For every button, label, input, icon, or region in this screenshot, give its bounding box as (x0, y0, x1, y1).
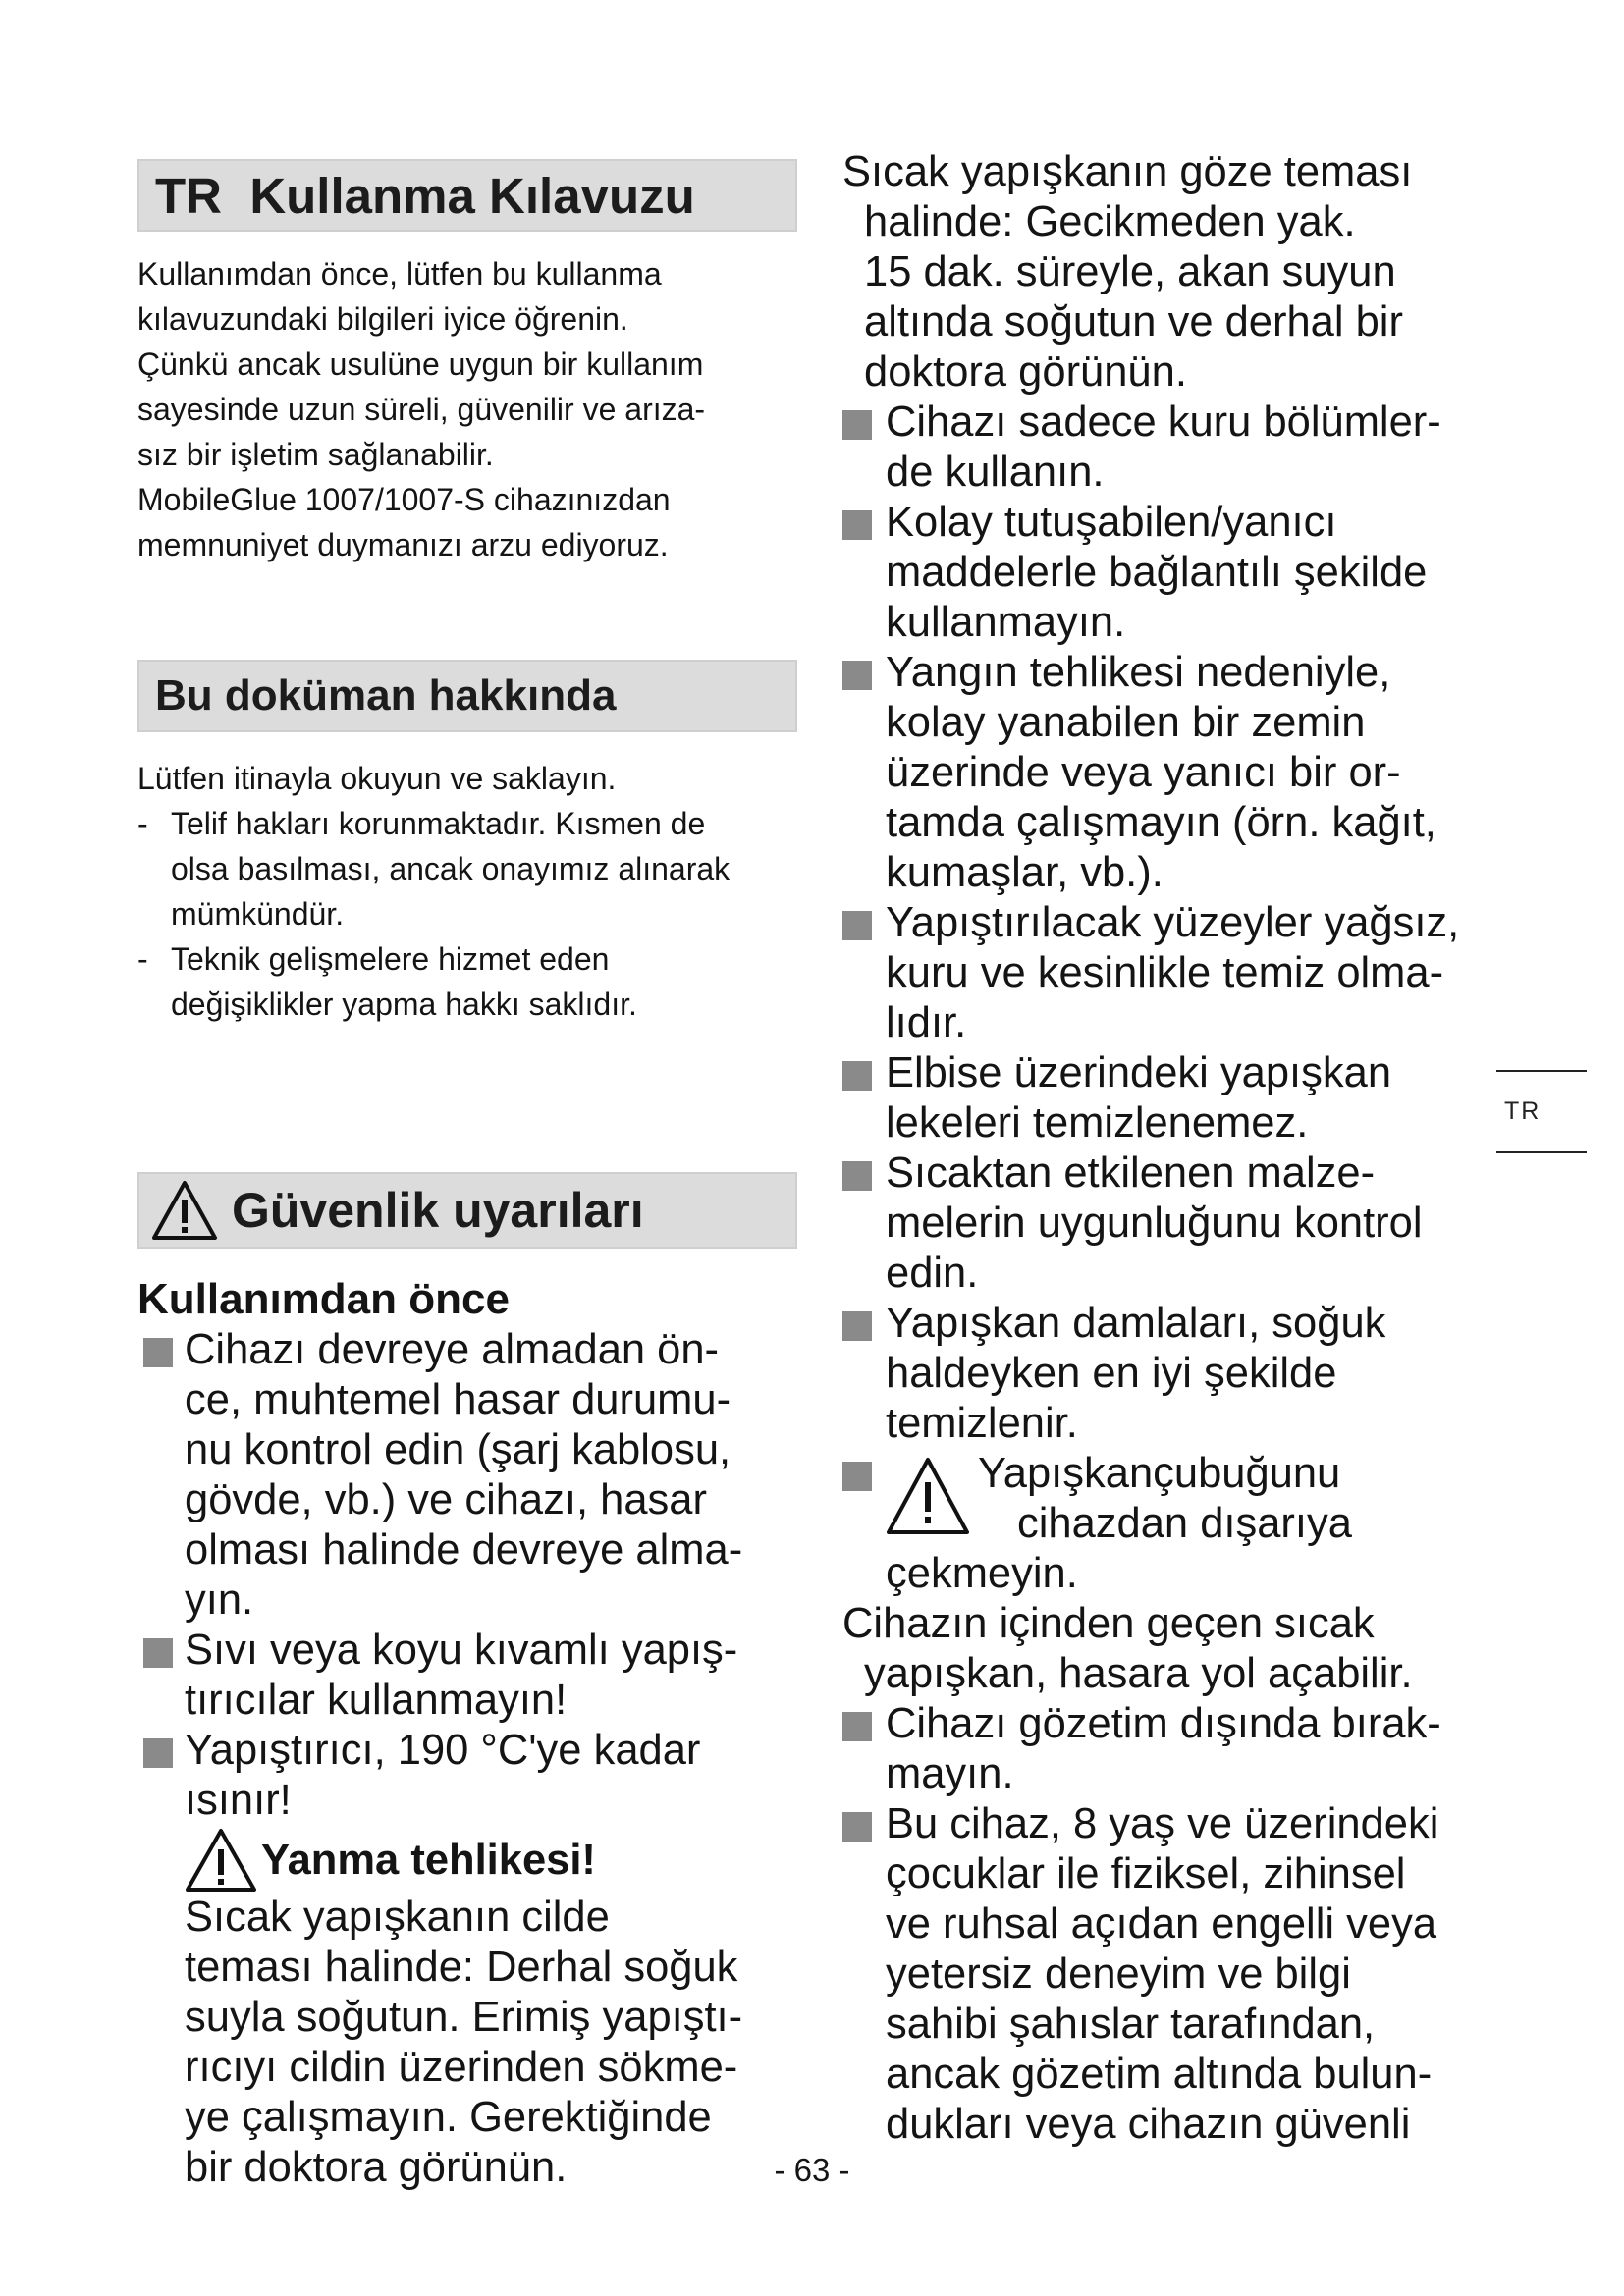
bullet-line: yın. (185, 1576, 254, 1624)
safety-bullet (842, 1148, 1530, 1299)
bullet-line: ısınır! (185, 1777, 292, 1824)
burn-warning-title: Yanma tehlikesi! (261, 1836, 596, 1884)
bullet-line: Yapıştırıcı, 190 °C'ye kadar (185, 1727, 701, 1774)
para-line: yapışkan, hasara yol açabilir. (864, 1650, 1413, 1697)
hot-glue-note (842, 1599, 1530, 1699)
intro-line: sız bir işletim sağlanabilir. (137, 437, 494, 472)
intro-line: kılavuzundaki bilgileri iyice öğrenin. (137, 301, 628, 337)
bullet-square (842, 661, 872, 690)
para-line: doktora görünün. (864, 348, 1187, 396)
safety-bullet (842, 1299, 1530, 1449)
language-label: TR (1504, 1097, 1542, 1125)
para-line: halinde: Gecikmeden yak. (864, 198, 1356, 245)
bullet-line: Yapıştırılacak yüzeyler yağsız, (886, 899, 1460, 946)
dash-marker: - (137, 941, 148, 977)
intro-line: sayesinde uzun süreli, güvenilir ve arıza- (137, 392, 706, 427)
bullet-line: dukları veya cihazın güvenli (886, 2101, 1411, 2148)
burn-line: Sıcak yapışkanın cilde (185, 1894, 610, 1941)
intro-paragraph (137, 251, 797, 567)
burn-warning-head (185, 1828, 797, 1893)
bullet-line: cihazdan dışarıya (1017, 1500, 1352, 1547)
bullet-line: Cihazı gözetim dışında bırak- (886, 1700, 1441, 1747)
about-block (137, 756, 797, 1027)
para-line: altında soğutun ve derhal bir (864, 298, 1403, 346)
burn-line: rıcıyı cildin üzerinden sökme- (185, 2044, 738, 2091)
safety-bullet (842, 648, 1530, 898)
right-column (842, 147, 1530, 2150)
bullet-square (842, 1812, 872, 1842)
intro-line: memnuniyet duymanızı arzu ediyoruz. (137, 527, 669, 562)
bullet-line: kumaşlar, vb.). (886, 849, 1164, 896)
bullet-line: ce, muhtemel hasar durumu- (185, 1376, 731, 1423)
safety-bullet (137, 1626, 797, 1726)
safety-bullet (842, 1699, 1530, 1799)
bullet-line: nu kontrol edin (şarj kablosu, (185, 1426, 731, 1473)
bullet-line: ve ruhsal açıdan engelli veya (886, 1900, 1437, 1948)
about-item-line: değişiklikler yapma hakkı saklıdır. (171, 987, 637, 1022)
para-line: Sıcak yapışkanın göze teması (842, 148, 1413, 195)
dash-marker: - (137, 806, 148, 841)
bullet-line: Cihazı devreye almadan ön- (185, 1326, 720, 1373)
about-item-line: mümkündür. (171, 896, 345, 932)
bullet-line: Yapışkançubuğunu (978, 1450, 1341, 1497)
burn-line: bir doktora görünün. (185, 2144, 568, 2191)
para-line: Cihazın içinden geçen sıcak (842, 1600, 1375, 1647)
bullet-line: maddelerle bağlantılı şekilde (886, 549, 1428, 596)
bullet-square (143, 1638, 173, 1668)
bullet-square (842, 1462, 872, 1491)
about-heading-bar (137, 660, 797, 732)
about-item-line: Teknik gelişmelere hizmet eden (171, 941, 610, 977)
bullet-line: mayın. (886, 1750, 1014, 1797)
bullet-line: melerin uygunluğunu kontrol (886, 1200, 1423, 1247)
bullet-line: Elbise üzerindeki yapışkan (886, 1049, 1392, 1096)
bullet-line: Yangın tehlikesi nedeniyle, (886, 649, 1391, 696)
safety-bullet (842, 1048, 1530, 1148)
bullet-square (842, 1311, 872, 1341)
bullet-line: haldeyken en iyi şekilde (886, 1350, 1337, 1397)
manual-title-bar (137, 159, 797, 232)
about-item-line: olsa basılması, ancak onayımız alınarak (171, 851, 731, 886)
glue-stick-warning (886, 1449, 1530, 1549)
left-column (137, 159, 797, 2193)
page-number: - 63 - (774, 2152, 850, 2188)
safety-bullet (137, 1726, 797, 1826)
bullet-square (143, 1338, 173, 1367)
safety-bullet (842, 398, 1530, 498)
warning-triangle-icon (185, 1828, 257, 1893)
manual-title: TR Kullanma Kılavuzu (155, 167, 695, 224)
intro-line: Kullanımdan önce, lütfen bu kullanma (137, 256, 662, 292)
safety-bullet (842, 898, 1530, 1048)
bullet-square (842, 410, 872, 440)
bullet-line: çocuklar ile fiziksel, zihinsel (886, 1850, 1406, 1897)
bullet-square (842, 1061, 872, 1091)
about-item-line: Telif hakları korunmaktadır. Kısmen de (171, 806, 706, 841)
about-list-item (137, 936, 797, 1027)
bullet-line: edin. (886, 1250, 979, 1297)
tab-divider (1496, 1151, 1587, 1153)
bullet-line: kullanmayın. (886, 599, 1126, 646)
bullet-line: Cihazı sadece kuru bölümler- (886, 399, 1441, 446)
safety-bullet (842, 1449, 1530, 1599)
safety-bullet (842, 498, 1530, 648)
burn-warning (137, 1828, 797, 2193)
burn-line: ye çalışmayın. Gerektiğinde (185, 2094, 712, 2141)
bullet-line: Bu cihaz, 8 yaş ve üzerindeki (886, 1800, 1439, 1847)
bullet-square (842, 1161, 872, 1191)
about-lead: Lütfen itinayla okuyun ve saklayın. (137, 761, 617, 796)
intro-line: MobileGlue 1007/1007-S cihazınızdan (137, 482, 671, 517)
bullet-line: lekeleri temizlenemez. (886, 1099, 1309, 1147)
bullet-square (143, 1738, 173, 1768)
warning-triangle-icon (886, 1457, 970, 1535)
about-heading: Bu doküman hakkında (155, 671, 617, 720)
eye-contact-paragraph (842, 147, 1530, 398)
safety-bullet (137, 1325, 797, 1626)
bullet-line: temizlenir. (886, 1400, 1078, 1447)
safety-heading: Güvenlik uyarıları (232, 1183, 644, 1238)
bullet-line: kuru ve kesinlikle temiz olma- (886, 949, 1444, 996)
bullet-square (842, 911, 872, 940)
intro-line: Çünkü ancak usulüne uygun bir kullanım (137, 347, 704, 382)
bullet-line: tırıcılar kullanmayın! (185, 1677, 568, 1724)
bullet-line: olması halinde devreye alma- (185, 1526, 743, 1574)
before-use-heading: Kullanımdan önce (137, 1275, 510, 1323)
bullet-line: ancak gözetim altında bulun- (886, 2051, 1433, 2098)
bullet-line: Sıvı veya koyu kıvamlı yapış- (185, 1627, 738, 1674)
bullet-line: yetersiz deneyim ve bilgi (886, 1950, 1351, 1998)
safety-heading-bar (137, 1172, 797, 1249)
burn-line: teması halinde: Derhal soğuk (185, 1944, 738, 1991)
safety-bullet (842, 1799, 1530, 2150)
about-list-item (137, 801, 797, 936)
bullet-square (842, 1712, 872, 1741)
bullet-square (842, 510, 872, 540)
bullet-line: çekmeyin. (886, 1550, 1078, 1597)
bullet-line: de kullanın. (886, 449, 1105, 496)
bullet-line: gövde, vb.) ve cihazı, hasar (185, 1476, 707, 1523)
bullet-line: kolay yanabilen bir zemin (886, 699, 1366, 746)
bullet-line: lıdır. (886, 999, 967, 1046)
language-side-tab (1496, 1070, 1587, 1153)
bullet-line: Yapışkan damlaları, soğuk (886, 1300, 1386, 1347)
bullet-line: sahibi şahıslar tarafından, (886, 2001, 1376, 2048)
bullet-line: Kolay tutuşabilen/yanıcı (886, 499, 1337, 546)
safety-list (137, 1325, 797, 2193)
burn-line: suyla soğutun. Erimiş yapıştı- (185, 1994, 743, 2041)
bullet-line: tamda çalışmayın (örn. kağıt, (886, 799, 1436, 846)
warning-triangle-icon (151, 1180, 218, 1241)
bullet-line: üzerinde veya yanıcı bir or- (886, 749, 1401, 796)
bullet-line: Sıcaktan etkilenen malze- (886, 1149, 1376, 1197)
para-line: 15 dak. süreyle, akan suyun (864, 248, 1396, 295)
